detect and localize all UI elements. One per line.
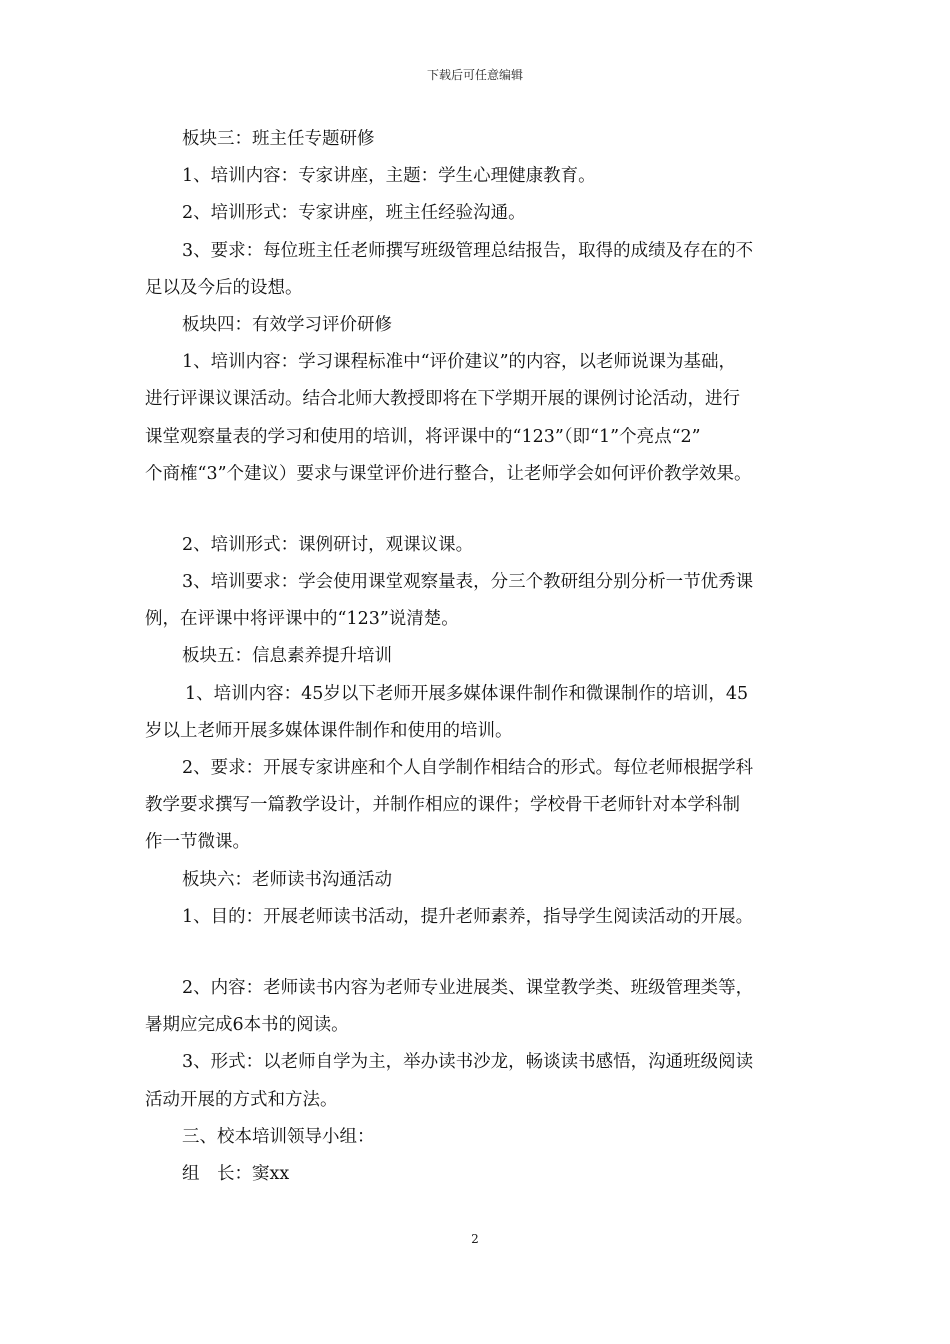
section-heading: 板块三：班主任专题研修	[182, 129, 375, 149]
paragraph-line: 1、培训内容：学习课程标准中“评价建议”的内容，以老师说课为基础，	[182, 352, 737, 373]
paragraph-line: 1、培训内容：45岁以下老师开展多媒体课件制作和微课制作的培训，45	[185, 683, 749, 704]
document-body	[145, 121, 810, 1193]
paragraph-line: 岁以上老师开展多媒体课件制作和使用的培训。	[145, 720, 513, 741]
paragraph-line: 3、培训要求：学会使用课堂观察量表，分三个教研组分别分析一节优秀课	[182, 572, 754, 593]
paragraph-line: 暑期应完成6本书的阅读。	[145, 1015, 349, 1036]
section-heading: 板块六：老师读书沟通活动	[182, 869, 392, 890]
paragraph-line: 2、培训形式：专家讲座，班主任经验沟通。	[182, 203, 526, 224]
paragraph-line: 1、目的：开展老师读书活动，提升老师素养，指导学生阅读活动的开展。	[182, 906, 754, 927]
paragraph-line: 作一节微课。	[145, 832, 250, 853]
section-heading: 三、校本培训领导小组：	[182, 1126, 375, 1147]
paragraph-line: 2、内容：老师读书内容为老师专业进展类、课堂教学类、班级管理类等，	[182, 977, 754, 998]
paragraph-line: 进行评课议课活动。结合北师大教授即将在下学期开展的课例讨论活动，进行	[145, 389, 740, 410]
page-number: 2	[471, 1232, 479, 1246]
paragraph-line: 2、要求：开展专家讲座和个人自学制作相结合的形式。每位老师根据学科	[182, 758, 754, 778]
paragraph-line: 教学要求撰写一篇教学设计，并制作相应的课件；学校骨干老师针对本学科制	[145, 795, 740, 816]
paragraph-line: 1、培训内容：专家讲座，主题：学生心理健康教育。	[182, 166, 596, 187]
paragraph-line: 足以及今后的设想。	[145, 277, 303, 298]
paragraph-line: 课堂观察量表的学习和使用的培训，将评课中的“123”（即“1”个亮点“2”	[145, 426, 701, 447]
paragraph-line: 3、形式：以老师自学为主，举办读书沙龙，畅谈读书感悟，沟通班级阅读	[182, 1052, 754, 1073]
paragraph-line: 活动开展的方式和方法。	[145, 1089, 338, 1110]
section-heading: 板块五：信息素养提升培训	[182, 646, 392, 667]
section-heading: 板块四：有效学习评价研修	[182, 314, 392, 335]
header-note: 下载后可任意编辑	[426, 68, 523, 82]
paragraph-line: 3、要求：每位班主任老师撰写班级管理总结报告，取得的成绩及存在的不	[182, 240, 754, 261]
paragraph-line: 2、培训形式：课例研讨，观课议课。	[182, 534, 474, 555]
paragraph-gap	[145, 493, 810, 527]
paragraph-line: 个商榷“3”个建议）要求与课堂评价进行整合，让老师学会如何评价教学效果。	[145, 463, 752, 484]
paragraph-line: 例，在评课中将评课中的“123”说清楚。	[145, 609, 459, 630]
paragraph-gap	[145, 936, 810, 970]
paragraph-line: 组 长：窦xx	[182, 1163, 290, 1184]
